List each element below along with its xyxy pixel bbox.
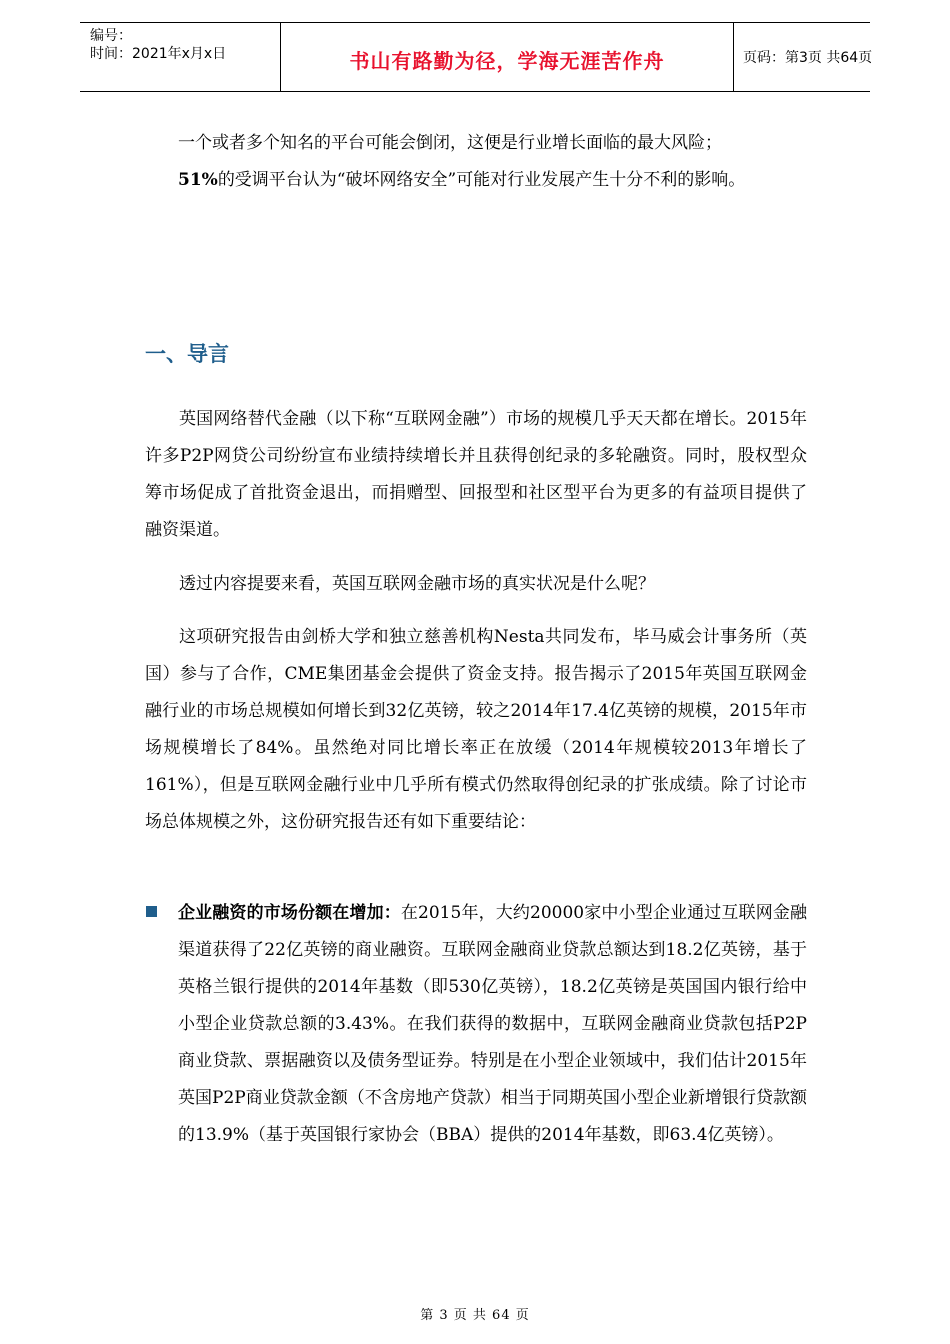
paragraph-3: 这项研究报告由剑桥大学和独立慈善机构Nesta共同发布，毕马威会计事务所（英国）参与了合作，CME集团基金会提供了资金支持。报告揭示了2015年英国互联网金融行业的市场总规模如何增长到32亿英镑，较之2014年17.4亿英镑的规模，2015年市场规模增长了84%。虽然绝对同比增长率正在放缓（2014年规模较2013年增长了161%），但是互联网金融行业中几乎所有模式仍然取得创纪录的扩张成绩。除了讨论市场总体规模之外，这份研究报告还有如下重要结论： (145, 627, 807, 832)
header-motto-cell (280, 23, 734, 91)
paragraph-1: 英国网络替代金融（以下称“互联网金融”）市场的规模几乎天天都在增长。2015年许多P2P网贷公司纷纷宣布业绩持续增长并且获得创纪录的多轮融资。同时，股权型众筹市场促成了首批资金退出，而捐赠型、回报型和社区型平台为更多的有益项目提供了融资渠道。 (145, 409, 807, 540)
bullet-item (178, 895, 807, 1154)
header-page-cell (733, 23, 873, 91)
intro-line1: 一个或者多个知名的平台可能会倒闭，这便是行业增长面临的最大风险； (178, 133, 722, 153)
header-meta (80, 23, 280, 91)
intro-continuation (178, 125, 807, 199)
number-label: 编号： (90, 28, 132, 44)
square-bullet-icon (146, 906, 157, 917)
bullet-lead: 企业融资的市场份额在增加： (178, 903, 401, 923)
time-label: 时间：2021年x月x日 (90, 46, 227, 62)
section-title: 一、导言 (145, 342, 229, 366)
paragraph-2: 透过内容提要来看，英国互联网金融市场的真实状况是什么呢？ (179, 574, 655, 594)
page-header (80, 22, 873, 92)
bullet-text: 在2015年，大约20000家中小型企业通过互联网金融渠道获得了22亿英镑的商业融资。互联网金融商业贷款总额达到18.2亿英镑，基于英格兰银行提供的2014年基数（即530亿英镑），18.2亿英镑是英国国内银行给中小型企业贷款总额的3.43%。在我们获得的数据中，互联网金融商业贷款包括P2P商业贷款、票据融资以及债务型证券。特别是在小型企业领域中，我们估计2015年英国P2P商业贷款金额（不含房地产贷款）相当于同期英国小型企业新增银行贷款额的13.9%（基于英国银行家协会（BBA）提供的2014年基数，即63.4亿英镑）。 (178, 903, 808, 1145)
intro-pct: 51% (178, 170, 218, 190)
page-footer: 第 3 页 共 64 页 (420, 1308, 530, 1323)
motto: 书山有路勤为径，学海无涯苦作舟 (349, 49, 665, 73)
page-code: 页码：第3页 共64页 (743, 50, 873, 66)
intro-line2: 的受调平台认为“破坏网络安全”可能对行业发展产生十分不利的影响。 (217, 170, 746, 190)
